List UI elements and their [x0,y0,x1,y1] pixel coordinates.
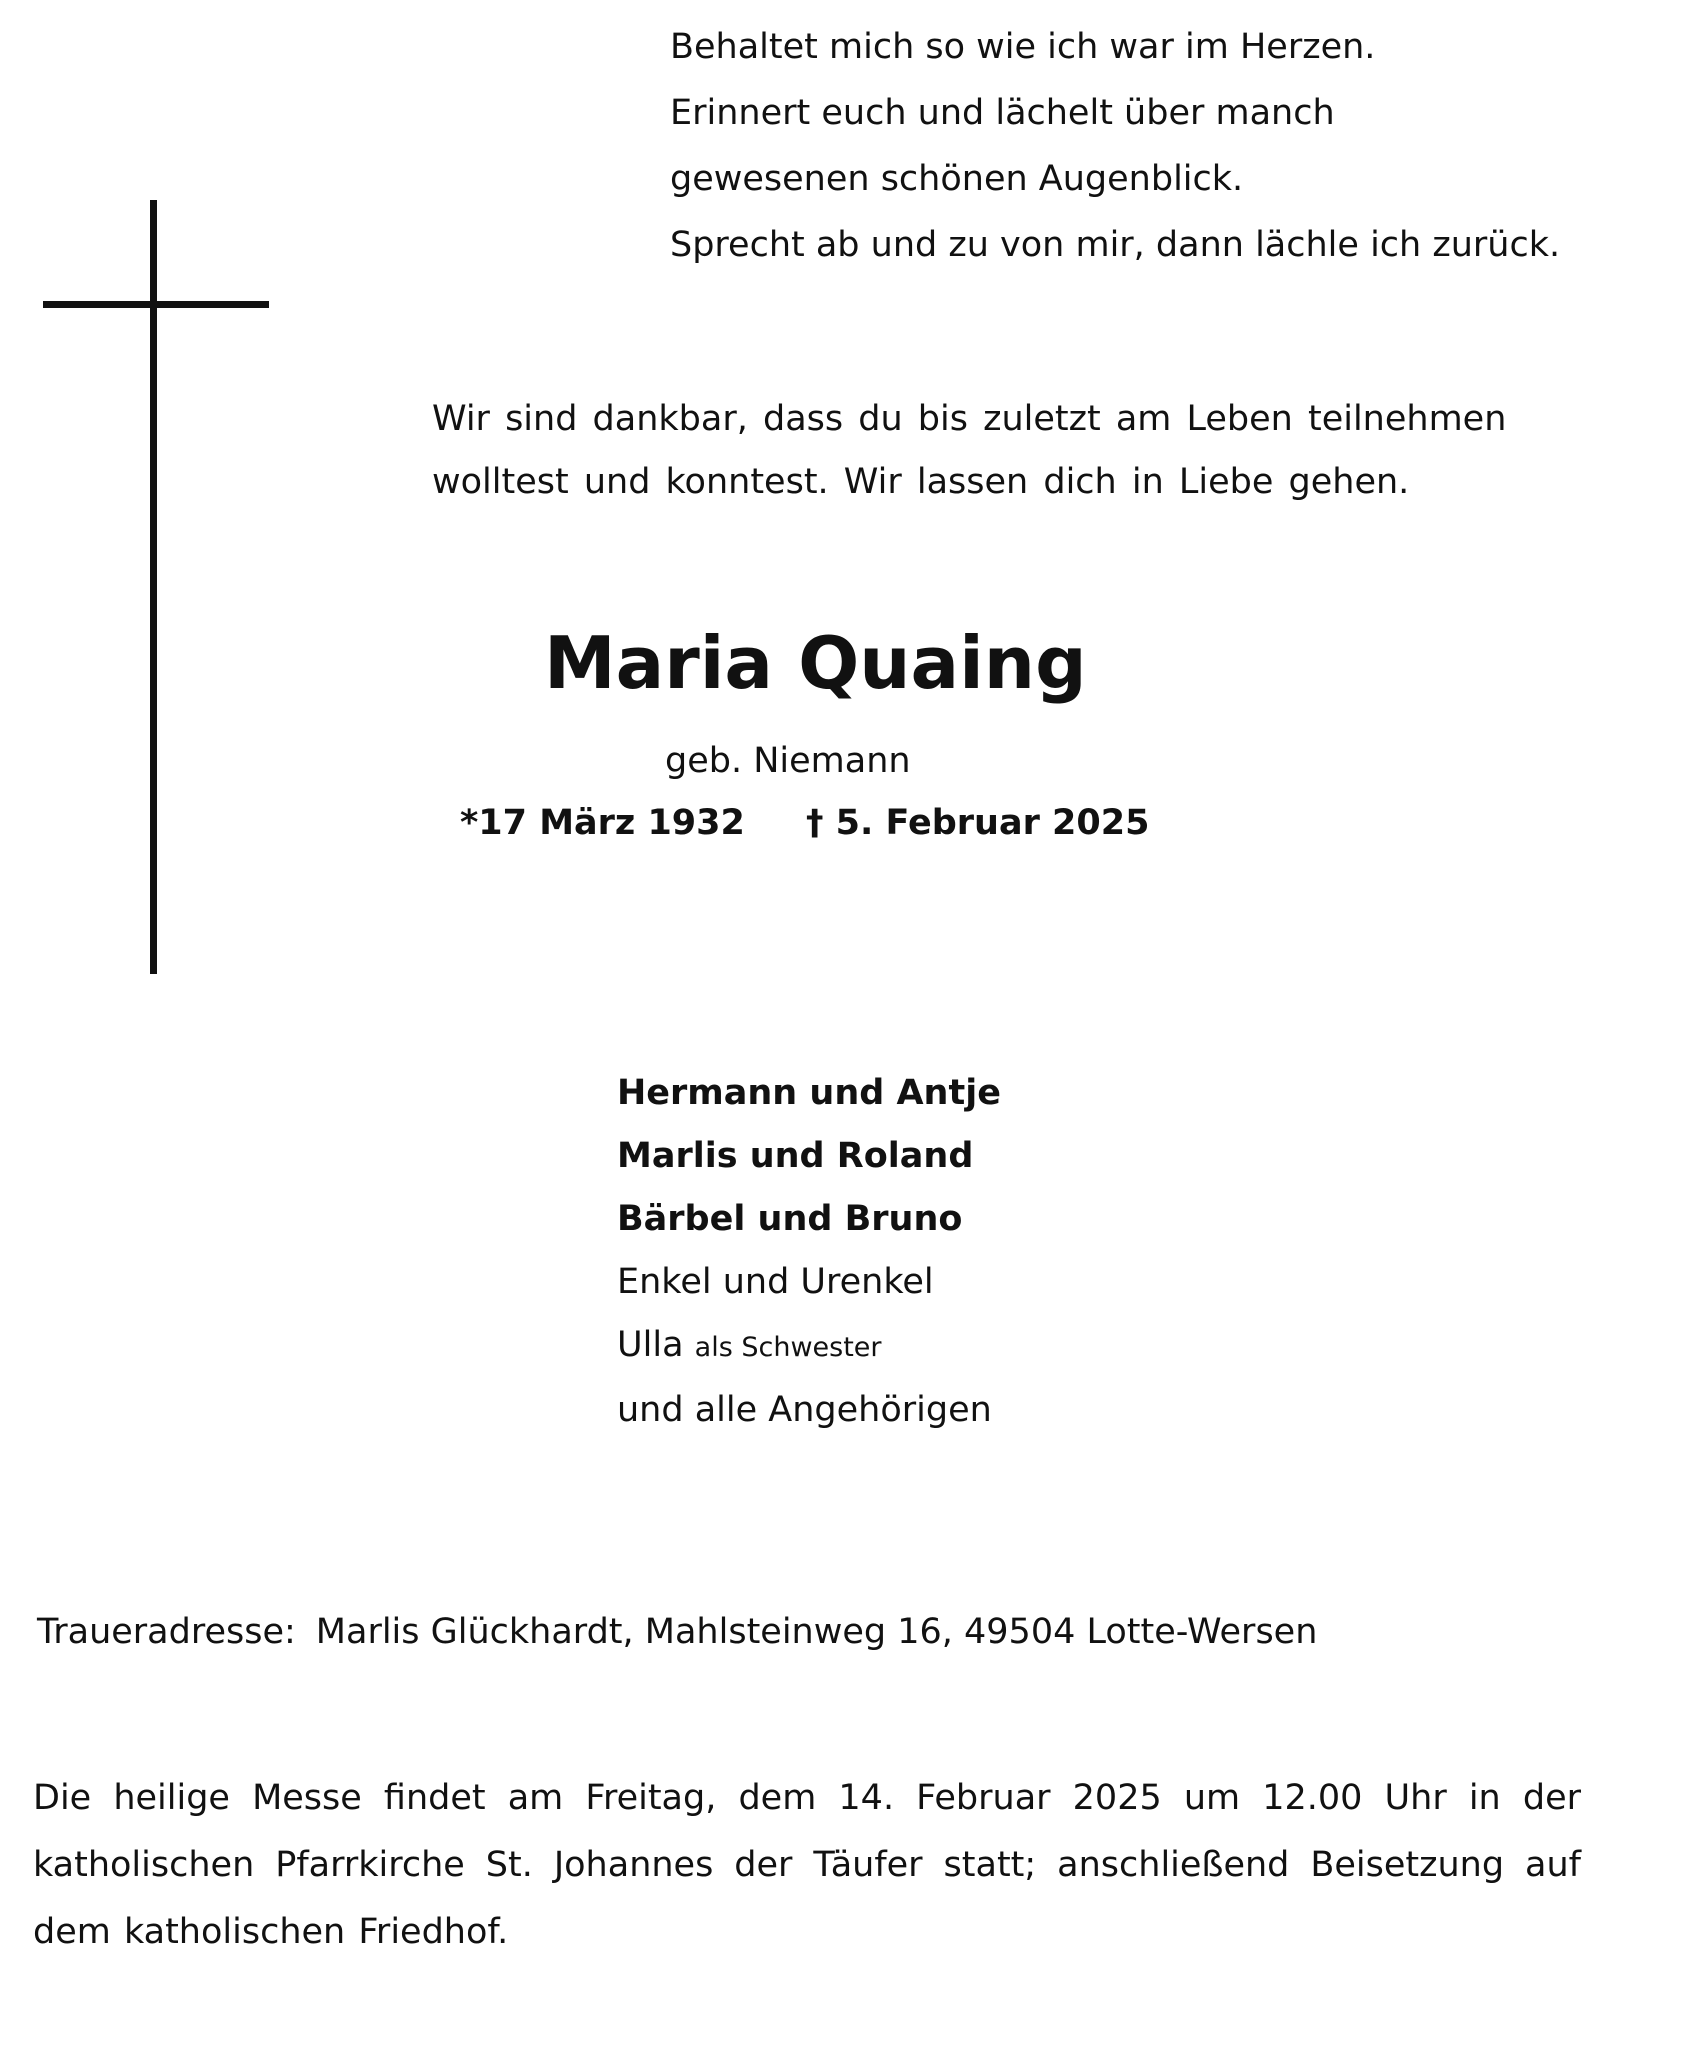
poem [670,14,1560,278]
poem-line: Behaltet mich so wie ich war im Herzen. [670,27,1376,67]
poem-line: Erinnert euch und lächelt über manch [670,93,1335,133]
mourner-line: Marlis und Roland [617,1136,974,1176]
sister-relation: als Schwester [694,1332,882,1363]
mourner-line: Enkel und Urenkel [617,1262,934,1302]
mourners-list [617,1062,1001,1442]
gratitude-text [432,388,1506,514]
mourner-line: Hermann und Antje [617,1073,1001,1113]
death-date: † 5. Februar 2025 [806,803,1150,843]
mourner-line: Bärbel und Bruno [617,1199,963,1239]
cross-vertical-bar [150,200,157,974]
sister-name: Ulla [617,1325,684,1365]
gratitude-line: Wir sind dankbar, dass du bis zuletzt am Leben teilnehmen [432,399,1507,439]
poem-line: Sprecht ab und zu von mir, dann lächle ich zurück. [670,225,1561,265]
address-label: Traueradresse: [37,1612,296,1652]
birth-date: *17 März 1932 [460,803,745,843]
mourning-address [37,1604,1317,1660]
mourner-sister-line [617,1314,1001,1379]
deceased-name: Maria Quaing [544,621,1087,705]
maiden-name: geb. Niemann [665,741,911,781]
cross-horizontal-bar [43,301,269,308]
mass-announcement: Die heilige Messe findet am Freitag, dem 14. Februar 2025 um 12.00 Uhr in der katholischen Pfarrkirche St. Johannes der Täufer statt; anschließend Beisetzung auf dem katholischen Friedhof. [33,1778,1581,1952]
address-value: Marlis Glückhardt, Mahlsteinweg 16, 49504 Lotte-Wersen [315,1612,1318,1652]
mourner-closing: und alle Angehörigen [617,1390,992,1430]
gratitude-line: wolltest und konntest. Wir lassen dich in Liebe gehen. [432,462,1410,502]
poem-line: gewesenen schönen Augenblick. [670,159,1244,199]
